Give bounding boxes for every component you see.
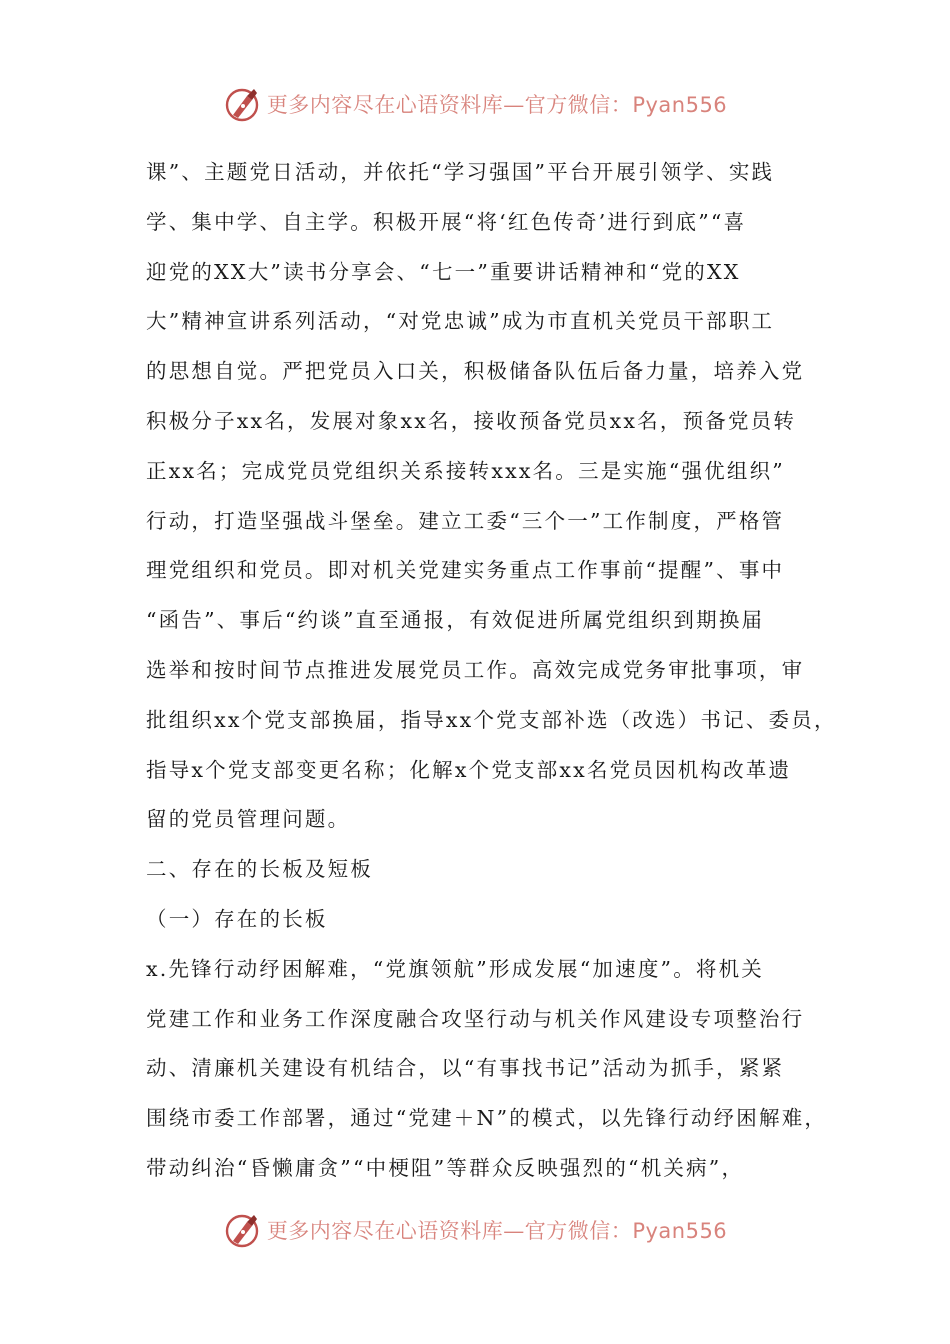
- text-line: 批组织xx个党支部换届，指导xx个党支部补选（改选）书记、委员，: [146, 707, 837, 732]
- text-line: 的思想自觉。严把党员入口关，积极储备队伍后备力量，培养入党: [146, 359, 805, 384]
- text-line: 指导x个党支部变更名称；化解x个党支部xx名党员因机构改革遗: [146, 757, 792, 782]
- text-line: 选举和按时间节点推进发展党员工作。高效完成党务审批事项，审: [146, 657, 805, 682]
- text-line: 党建工作和业务工作深度融合攻坚行动与机关作风建设专项整治行: [146, 1006, 805, 1031]
- text-line: “函告”、事后“约谈”直至通报，有效促进所属党组织到期换届: [146, 608, 765, 633]
- text-line: 动、清廉机关建设有机结合，以“有事找书记”活动为抓手，紧紧: [146, 1056, 785, 1081]
- text-line: 行动，打造坚强战斗堡垒。建立工委“三个一”工作制度，严格管: [146, 508, 785, 533]
- text-line: 大”精神宣讲系列活动，“对党忠诚”成为市直机关党员干部职工: [146, 309, 775, 334]
- footer-watermark: [0, 1210, 950, 1250]
- pen-nib-circle-icon: [223, 1210, 263, 1250]
- text-line: 理党组织和党员。即对机关党建实务重点工作事前“提醒”、事中: [146, 558, 785, 583]
- subsection-heading: （一）存在的长板: [146, 906, 328, 931]
- text-line: x.先锋行动纾困解难，“党旗领航”形成发展“加速度”。将机关: [146, 956, 764, 981]
- watermark-text: 更多内容尽在心语资料库—官方微信：Pyan556: [266, 93, 728, 117]
- text-line: 课”、主题党日活动，并依托“学习强国”平台开展引领学、实践: [146, 160, 775, 184]
- text-line: 积极分子xx名，发展对象xx名，接收预备党员xx名，预备党员转: [146, 408, 797, 433]
- section-heading: 二、存在的长板及短板: [146, 857, 373, 882]
- text-line: 正xx名；完成党员党组织关系接转xxx名。三是实施“强优组织”: [146, 458, 785, 483]
- text-line: 留的党员管理问题。: [146, 807, 351, 832]
- watermark-text: 更多内容尽在心语资料库—官方微信：Pyan556: [266, 1219, 728, 1243]
- text-line: 带动纠治“昏懒庸贪”“中梗阻”等群众反映强烈的“机关病”，: [146, 1155, 745, 1180]
- document-body: [146, 148, 836, 1194]
- text-line: 学、集中学、自主学。积极开展“将‘红色传奇’进行到底”“喜: [146, 209, 747, 234]
- pen-nib-circle-icon: [223, 84, 263, 124]
- text-line: 迎党的XX大”读书分享会、“七一”重要讲话精神和“党的XX: [146, 259, 741, 284]
- text-line: 围绕市委工作部署，通过“党建＋N”的模式，以先锋行动纾困解难，: [146, 1106, 828, 1131]
- header-watermark: [0, 84, 950, 124]
